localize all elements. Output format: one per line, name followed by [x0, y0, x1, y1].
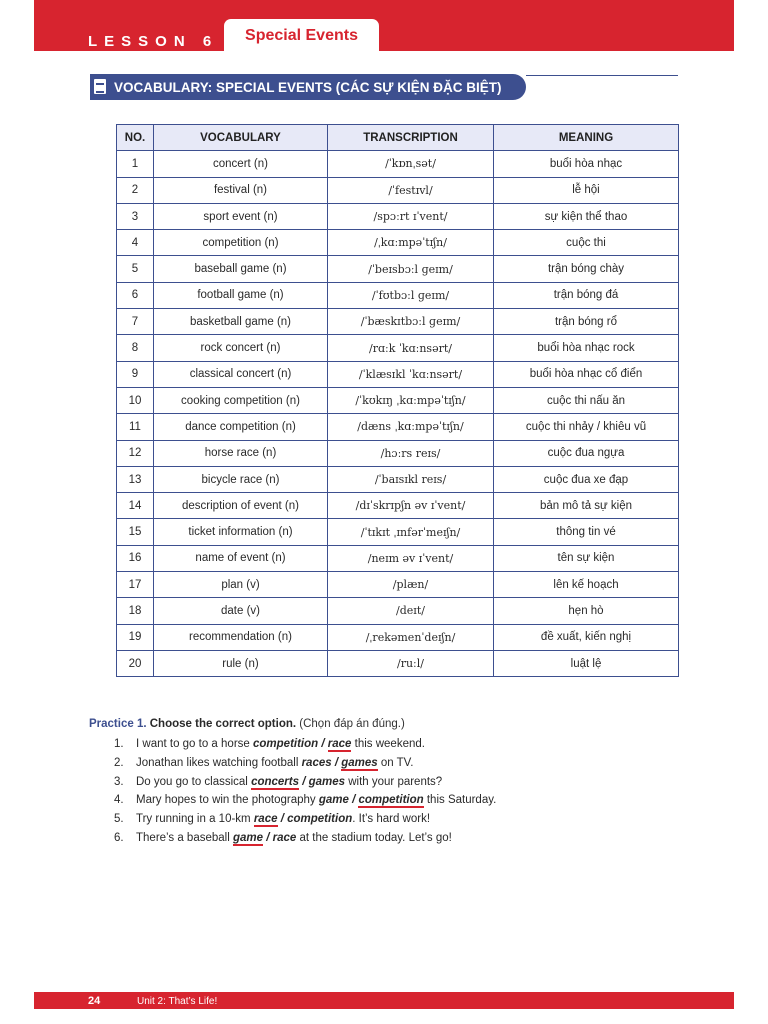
- transcription: /dæns ˌkɑːmpəˈtɪʃn/: [328, 414, 494, 440]
- practice-item: [89, 792, 729, 811]
- practice-item: [89, 736, 729, 755]
- meaning: hẹn hò: [494, 598, 679, 624]
- sentence-end: . It’s hard work!: [352, 813, 431, 826]
- transcription: /ˈfʊtbɔːl ɡeɪm/: [328, 282, 494, 308]
- transcription: /ˌkɑːmpəˈtɪʃn/: [328, 230, 494, 256]
- option-two: games: [308, 775, 346, 788]
- meaning: cuộc thi nhảy / khiêu vũ: [494, 414, 679, 440]
- vocabulary-word: recommendation (n): [154, 624, 328, 650]
- transcription: /dɪˈskrɪpʃn əv ɪˈvent/: [328, 493, 494, 519]
- vocabulary-word: description of event (n): [154, 493, 328, 519]
- meaning: bản mô tả sự kiện: [494, 493, 679, 519]
- practice-label: Practice 1.: [89, 718, 147, 730]
- table-row: [117, 466, 679, 492]
- column-header: TRANSCRIPTION: [328, 125, 494, 151]
- vocabulary-word: cooking competition (n): [154, 387, 328, 413]
- option-one: competition: [253, 738, 319, 750]
- option-two: competition: [358, 794, 424, 807]
- meaning: cuộc thi nấu ăn: [494, 387, 679, 413]
- question-number: 3.: [114, 775, 124, 788]
- meaning: cuộc đua ngựa: [494, 440, 679, 466]
- table-body: [117, 151, 679, 677]
- book-icon: [94, 79, 106, 94]
- option-two: race: [272, 831, 297, 844]
- table-row: [117, 230, 679, 256]
- table-row: [117, 572, 679, 598]
- table-row: [117, 177, 679, 203]
- meaning: cuộc đua xe đạp: [494, 466, 679, 492]
- column-header: NO.: [117, 125, 154, 151]
- row-number: 13: [117, 466, 154, 492]
- table-row: [117, 151, 679, 177]
- practice-item: [89, 811, 729, 830]
- table-header-row: [117, 125, 679, 151]
- table-row: [117, 519, 679, 545]
- row-number: 3: [117, 203, 154, 229]
- practice-instruction-vi: (Chọn đáp án đúng.): [299, 718, 405, 730]
- practice-item: [89, 830, 729, 849]
- meaning: trận bóng rổ: [494, 309, 679, 335]
- table-row: [117, 493, 679, 519]
- meaning: sự kiện thể thao: [494, 203, 679, 229]
- transcription: /ˌrekəmenˈdeɪʃn/: [328, 624, 494, 650]
- transcription: /ˈtɪkɪt ˌɪnfərˈmeɪʃn/: [328, 519, 494, 545]
- question-number: 2.: [114, 756, 124, 769]
- question-number: 5.: [114, 813, 124, 826]
- meaning: trận bóng chày: [494, 256, 679, 282]
- table-row: [117, 335, 679, 361]
- row-number: 1: [117, 151, 154, 177]
- sentence-end: this weekend.: [351, 738, 425, 750]
- question-number: 4.: [114, 794, 124, 807]
- practice-section: [89, 716, 729, 849]
- meaning: thông tin vé: [494, 519, 679, 545]
- row-number: 9: [117, 361, 154, 387]
- vocabulary-word: rule (n): [154, 650, 328, 676]
- transcription: /spɔːrt ɪˈvent/: [328, 203, 494, 229]
- table-row: [117, 256, 679, 282]
- transcription: /rɑːk ˈkɑːnsərt/: [328, 335, 494, 361]
- table-row: [117, 414, 679, 440]
- meaning: buổi hòa nhạc: [494, 151, 679, 177]
- row-number: 12: [117, 440, 154, 466]
- practice-instruction: Choose the correct option.: [149, 718, 297, 730]
- table-row: [117, 309, 679, 335]
- table-row: [117, 361, 679, 387]
- row-number: 7: [117, 309, 154, 335]
- transcription: /deɪt/: [328, 598, 494, 624]
- option-one: race: [253, 813, 278, 826]
- transcription: /ˈkɒnˌsət/: [328, 151, 494, 177]
- transcription: /ˈklæsɪkl ˈkɑːnsərt/: [328, 361, 494, 387]
- row-number: 5: [117, 256, 154, 282]
- vocabulary-word: ticket information (n): [154, 519, 328, 545]
- vocabulary-word: horse race (n): [154, 440, 328, 466]
- transcription: /ruːl/: [328, 650, 494, 676]
- table-row: [117, 624, 679, 650]
- row-number: 16: [117, 545, 154, 571]
- row-number: 8: [117, 335, 154, 361]
- option-separator: /: [331, 756, 342, 769]
- option-two: competition: [287, 813, 353, 826]
- transcription: /plæn/: [328, 572, 494, 598]
- section-header: [90, 74, 526, 100]
- transcription: /ˈbaɪsɪkl reɪs/: [328, 466, 494, 492]
- vocabulary-word: competition (n): [154, 230, 328, 256]
- practice-item: [89, 755, 729, 774]
- row-number: 11: [117, 414, 154, 440]
- vocabulary-word: dance competition (n): [154, 414, 328, 440]
- option-two: race: [327, 738, 352, 750]
- page-number: 24: [88, 995, 101, 1007]
- sentence-end: at the stadium today. Let’s go!: [296, 831, 452, 844]
- row-number: 17: [117, 572, 154, 598]
- vocabulary-word: bicycle race (n): [154, 466, 328, 492]
- question-number: 6.: [114, 831, 124, 844]
- transcription: /ˈfestɪvl/: [328, 177, 494, 203]
- vocabulary-word: name of event (n): [154, 545, 328, 571]
- meaning: tên sự kiện: [494, 545, 679, 571]
- transcription: /hɔːrs reɪs/: [328, 440, 494, 466]
- sentence-start: I want to go to a horse: [136, 738, 253, 750]
- option-separator: /: [299, 775, 309, 788]
- sentence-start: Do you go to classical: [136, 775, 252, 788]
- row-number: 10: [117, 387, 154, 413]
- table-row: [117, 598, 679, 624]
- option-one: races: [301, 756, 332, 769]
- sentence-start: Jonathan likes watching football: [136, 756, 302, 769]
- table-row: [117, 282, 679, 308]
- option-one: game: [318, 794, 349, 807]
- table-row: [117, 203, 679, 229]
- table-row: [117, 650, 679, 676]
- meaning: cuộc thi: [494, 230, 679, 256]
- option-separator: /: [277, 813, 288, 826]
- option-two: games: [341, 756, 378, 769]
- meaning: luật lệ: [494, 650, 679, 676]
- vocabulary-word: baseball game (n): [154, 256, 328, 282]
- meaning: lên kế hoạch: [494, 572, 679, 598]
- sentence-start: Try running in a 10-km: [136, 813, 254, 826]
- meaning: đề xuất, kiến nghị: [494, 624, 679, 650]
- meaning: lễ hội: [494, 177, 679, 203]
- topic-tab: Special Events: [224, 19, 379, 53]
- table-row: [117, 440, 679, 466]
- sentence-start: Mary hopes to win the photography: [136, 794, 319, 807]
- row-number: 14: [117, 493, 154, 519]
- meaning: trận bóng đá: [494, 282, 679, 308]
- sentence-end: on TV.: [377, 756, 414, 769]
- vocabulary-word: classical concert (n): [154, 361, 328, 387]
- section-title: VOCABULARY: SPECIAL EVENTS (CÁC SỰ KIỆN ĐẶC BIỆT): [114, 80, 502, 95]
- row-number: 6: [117, 282, 154, 308]
- vocabulary-word: festival (n): [154, 177, 328, 203]
- column-header: MEANING: [494, 125, 679, 151]
- header-rule: [526, 75, 678, 76]
- vocabulary-word: basketball game (n): [154, 309, 328, 335]
- transcription: /ˈbeɪsbɔːl ɡeɪm/: [328, 256, 494, 282]
- vocabulary-word: date (v): [154, 598, 328, 624]
- question-number: 1.: [114, 738, 124, 750]
- option-one: concerts: [251, 775, 299, 788]
- lesson-label: LESSON 6: [88, 33, 219, 50]
- row-number: 18: [117, 598, 154, 624]
- vocabulary-word: plan (v): [154, 572, 328, 598]
- footer-unit-title: Unit 2: That’s Life!: [137, 996, 218, 1007]
- vocabulary-word: football game (n): [154, 282, 328, 308]
- practice-item: [89, 774, 729, 793]
- column-header: VOCABULARY: [154, 125, 328, 151]
- vocabulary-word: concert (n): [154, 151, 328, 177]
- option-one: game: [232, 831, 264, 844]
- table-row: [117, 387, 679, 413]
- meaning: buổi hòa nhạc rock: [494, 335, 679, 361]
- transcription: /neɪm əv ɪˈvent/: [328, 545, 494, 571]
- transcription: /ˈbæskɪtbɔːl ɡeɪm/: [328, 309, 494, 335]
- practice-list: [89, 736, 729, 849]
- sentence-start: There’s a baseball: [136, 831, 233, 844]
- row-number: 15: [117, 519, 154, 545]
- row-number: 19: [117, 624, 154, 650]
- row-number: 20: [117, 650, 154, 676]
- table-row: [117, 545, 679, 571]
- vocabulary-table: [116, 124, 679, 677]
- option-separator: /: [263, 831, 273, 844]
- sentence-end: with your parents?: [345, 775, 443, 788]
- practice-heading: [89, 716, 729, 736]
- option-separator: /: [348, 794, 359, 807]
- option-separator: /: [318, 738, 328, 750]
- vocabulary-word: sport event (n): [154, 203, 328, 229]
- vocabulary-word: rock concert (n): [154, 335, 328, 361]
- meaning: buổi hòa nhạc cổ điển: [494, 361, 679, 387]
- sentence-end: this Saturday.: [423, 794, 497, 807]
- row-number: 2: [117, 177, 154, 203]
- transcription: /ˈkʊkɪŋ ˌkɑːmpəˈtɪʃn/: [328, 387, 494, 413]
- row-number: 4: [117, 230, 154, 256]
